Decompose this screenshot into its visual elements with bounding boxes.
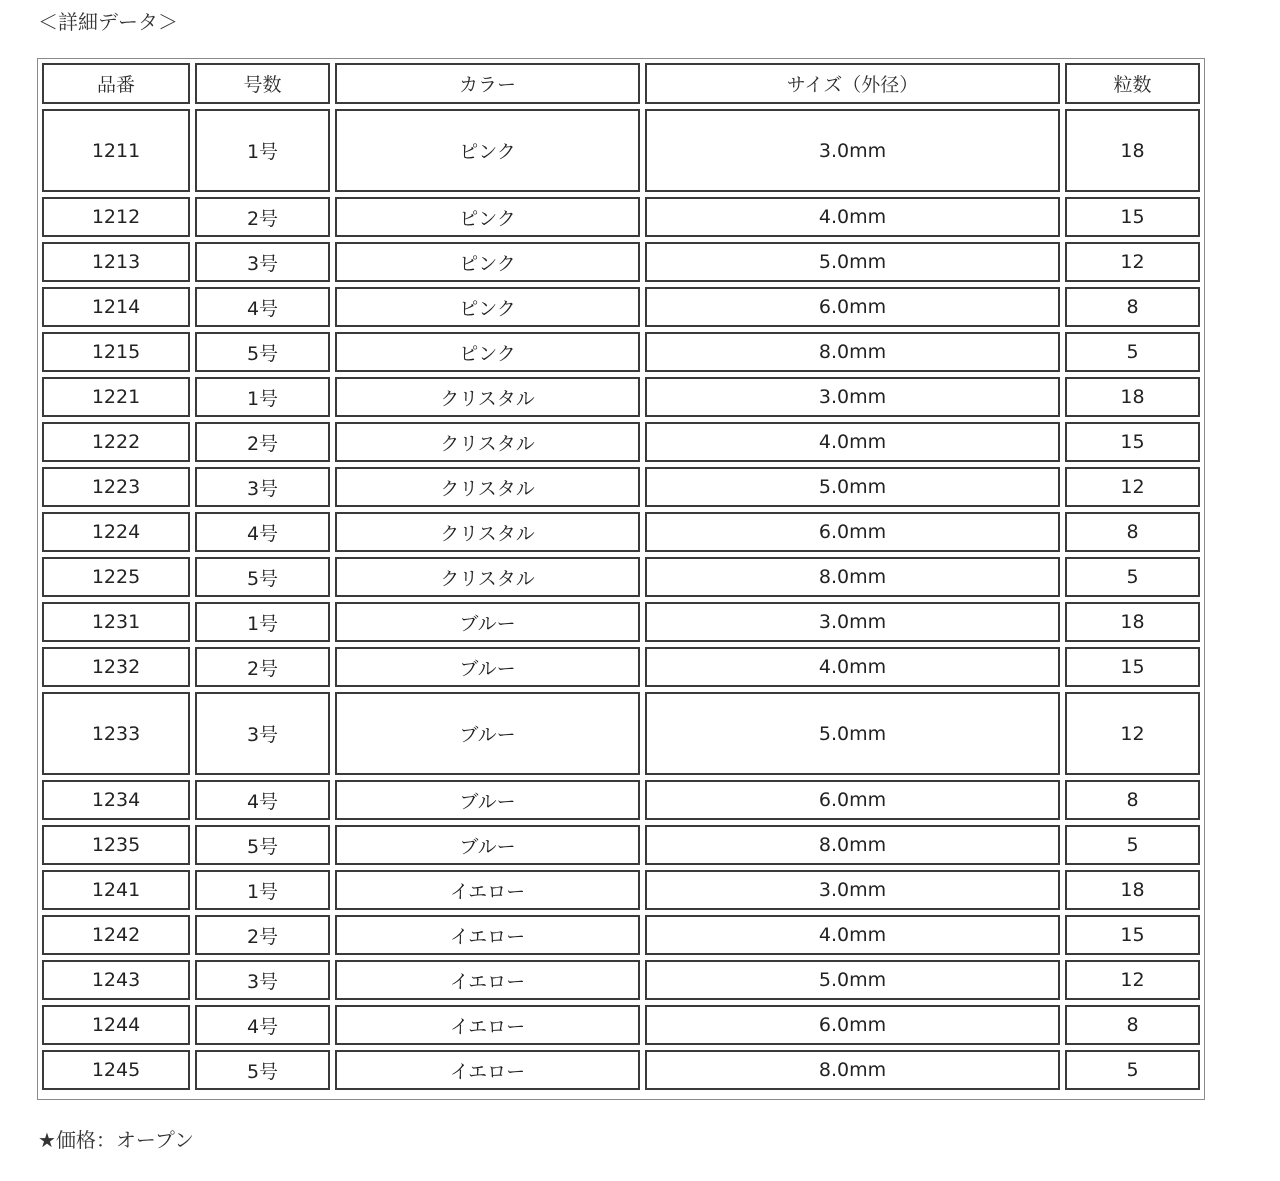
cell-size: 6.0mm <box>645 1005 1060 1045</box>
cell-count: 5 <box>1065 332 1200 372</box>
page-heading: ＜詳細データ＞ <box>38 10 178 34</box>
cell-size: 6.0mm <box>645 287 1060 327</box>
cell-color: ピンク <box>335 332 640 372</box>
cell-color: クリスタル <box>335 557 640 597</box>
cell-number: 4号 <box>195 287 330 327</box>
cell-color: クリスタル <box>335 467 640 507</box>
cell-code: 1243 <box>42 960 190 1000</box>
table-row <box>42 647 1200 687</box>
cell-count: 8 <box>1065 512 1200 552</box>
cell-number: 1号 <box>195 602 330 642</box>
cell-size: 6.0mm <box>645 780 1060 820</box>
header-cell-color: カラー <box>335 63 640 104</box>
cell-code: 1222 <box>42 422 190 462</box>
cell-color: クリスタル <box>335 377 640 417</box>
cell-number: 3号 <box>195 692 330 775</box>
cell-number: 3号 <box>195 467 330 507</box>
cell-size: 4.0mm <box>645 422 1060 462</box>
cell-count: 8 <box>1065 1005 1200 1045</box>
cell-number: 4号 <box>195 1005 330 1045</box>
cell-count: 8 <box>1065 780 1200 820</box>
cell-number: 5号 <box>195 332 330 372</box>
cell-number: 5号 <box>195 557 330 597</box>
cell-size: 8.0mm <box>645 332 1060 372</box>
header-cell-size: サイズ（外径） <box>645 63 1060 104</box>
cell-number: 3号 <box>195 960 330 1000</box>
cell-color: ブルー <box>335 780 640 820</box>
cell-color: ブルー <box>335 692 640 775</box>
cell-code: 1213 <box>42 242 190 282</box>
cell-color: ピンク <box>335 287 640 327</box>
cell-color: クリスタル <box>335 422 640 462</box>
spec-table <box>37 58 1205 1095</box>
cell-number: 5号 <box>195 1050 330 1090</box>
cell-color: ピンク <box>335 109 640 192</box>
cell-code: 1224 <box>42 512 190 552</box>
cell-count: 12 <box>1065 960 1200 1000</box>
cell-size: 3.0mm <box>645 377 1060 417</box>
cell-code: 1245 <box>42 1050 190 1090</box>
cell-code: 1244 <box>42 1005 190 1045</box>
cell-color: ブルー <box>335 647 640 687</box>
table-row <box>42 197 1200 237</box>
cell-code: 1214 <box>42 287 190 327</box>
table-row <box>42 557 1200 597</box>
table-row <box>42 467 1200 507</box>
cell-count: 18 <box>1065 377 1200 417</box>
cell-count: 12 <box>1065 467 1200 507</box>
table-row <box>42 915 1200 955</box>
cell-color: クリスタル <box>335 512 640 552</box>
cell-color: ブルー <box>335 825 640 865</box>
cell-count: 8 <box>1065 287 1200 327</box>
cell-color: イエロー <box>335 1005 640 1045</box>
cell-code: 1221 <box>42 377 190 417</box>
cell-number: 2号 <box>195 647 330 687</box>
table-row <box>42 1050 1200 1090</box>
cell-color: ブルー <box>335 602 640 642</box>
cell-code: 1233 <box>42 692 190 775</box>
table-row <box>42 109 1200 192</box>
cell-count: 15 <box>1065 647 1200 687</box>
header-cell-count: 粒数 <box>1065 63 1200 104</box>
cell-size: 8.0mm <box>645 557 1060 597</box>
cell-code: 1215 <box>42 332 190 372</box>
cell-number: 2号 <box>195 197 330 237</box>
cell-number: 4号 <box>195 512 330 552</box>
table-body <box>42 109 1200 1090</box>
cell-count: 5 <box>1065 825 1200 865</box>
cell-size: 4.0mm <box>645 197 1060 237</box>
cell-count: 15 <box>1065 915 1200 955</box>
cell-code: 1234 <box>42 780 190 820</box>
table-row <box>42 512 1200 552</box>
cell-code: 1211 <box>42 109 190 192</box>
cell-code: 1242 <box>42 915 190 955</box>
cell-color: イエロー <box>335 960 640 1000</box>
cell-code: 1235 <box>42 825 190 865</box>
cell-count: 12 <box>1065 692 1200 775</box>
cell-number: 1号 <box>195 870 330 910</box>
cell-number: 2号 <box>195 915 330 955</box>
cell-code: 1223 <box>42 467 190 507</box>
cell-number: 2号 <box>195 422 330 462</box>
table-row <box>42 692 1200 775</box>
price-note: 価格：オープン <box>55 1128 195 1152</box>
cell-number: 5号 <box>195 825 330 865</box>
cell-number: 3号 <box>195 242 330 282</box>
table-header-row <box>42 63 1200 104</box>
cell-size: 5.0mm <box>645 692 1060 775</box>
star-icon: ★ <box>38 1128 56 1152</box>
cell-color: イエロー <box>335 870 640 910</box>
table-row <box>42 960 1200 1000</box>
table-row <box>42 377 1200 417</box>
table-row <box>42 870 1200 910</box>
table-row <box>42 242 1200 282</box>
cell-number: 4号 <box>195 780 330 820</box>
cell-size: 4.0mm <box>645 915 1060 955</box>
cell-color: ピンク <box>335 242 640 282</box>
cell-code: 1212 <box>42 197 190 237</box>
cell-size: 4.0mm <box>645 647 1060 687</box>
cell-code: 1241 <box>42 870 190 910</box>
cell-count: 15 <box>1065 422 1200 462</box>
table-row <box>42 602 1200 642</box>
cell-size: 8.0mm <box>645 825 1060 865</box>
spec-table-frame <box>37 58 1205 1100</box>
cell-size: 5.0mm <box>645 467 1060 507</box>
cell-number: 1号 <box>195 109 330 192</box>
footer-note <box>38 1126 194 1154</box>
cell-count: 18 <box>1065 870 1200 910</box>
cell-color: イエロー <box>335 1050 640 1090</box>
cell-color: ピンク <box>335 197 640 237</box>
cell-count: 15 <box>1065 197 1200 237</box>
cell-count: 18 <box>1065 602 1200 642</box>
cell-count: 12 <box>1065 242 1200 282</box>
cell-code: 1232 <box>42 647 190 687</box>
cell-size: 5.0mm <box>645 242 1060 282</box>
cell-size: 5.0mm <box>645 960 1060 1000</box>
cell-count: 18 <box>1065 109 1200 192</box>
cell-code: 1225 <box>42 557 190 597</box>
table-row <box>42 825 1200 865</box>
cell-code: 1231 <box>42 602 190 642</box>
header-cell-code: 品番 <box>42 63 190 104</box>
table-row <box>42 332 1200 372</box>
cell-count: 5 <box>1065 557 1200 597</box>
cell-size: 6.0mm <box>645 512 1060 552</box>
cell-size: 8.0mm <box>645 1050 1060 1090</box>
table-row <box>42 287 1200 327</box>
table-row <box>42 1005 1200 1045</box>
cell-size: 3.0mm <box>645 870 1060 910</box>
cell-color: イエロー <box>335 915 640 955</box>
table-row <box>42 780 1200 820</box>
cell-number: 1号 <box>195 377 330 417</box>
cell-count: 5 <box>1065 1050 1200 1090</box>
header-cell-number: 号数 <box>195 63 330 104</box>
table-row <box>42 422 1200 462</box>
cell-size: 3.0mm <box>645 602 1060 642</box>
cell-size: 3.0mm <box>645 109 1060 192</box>
